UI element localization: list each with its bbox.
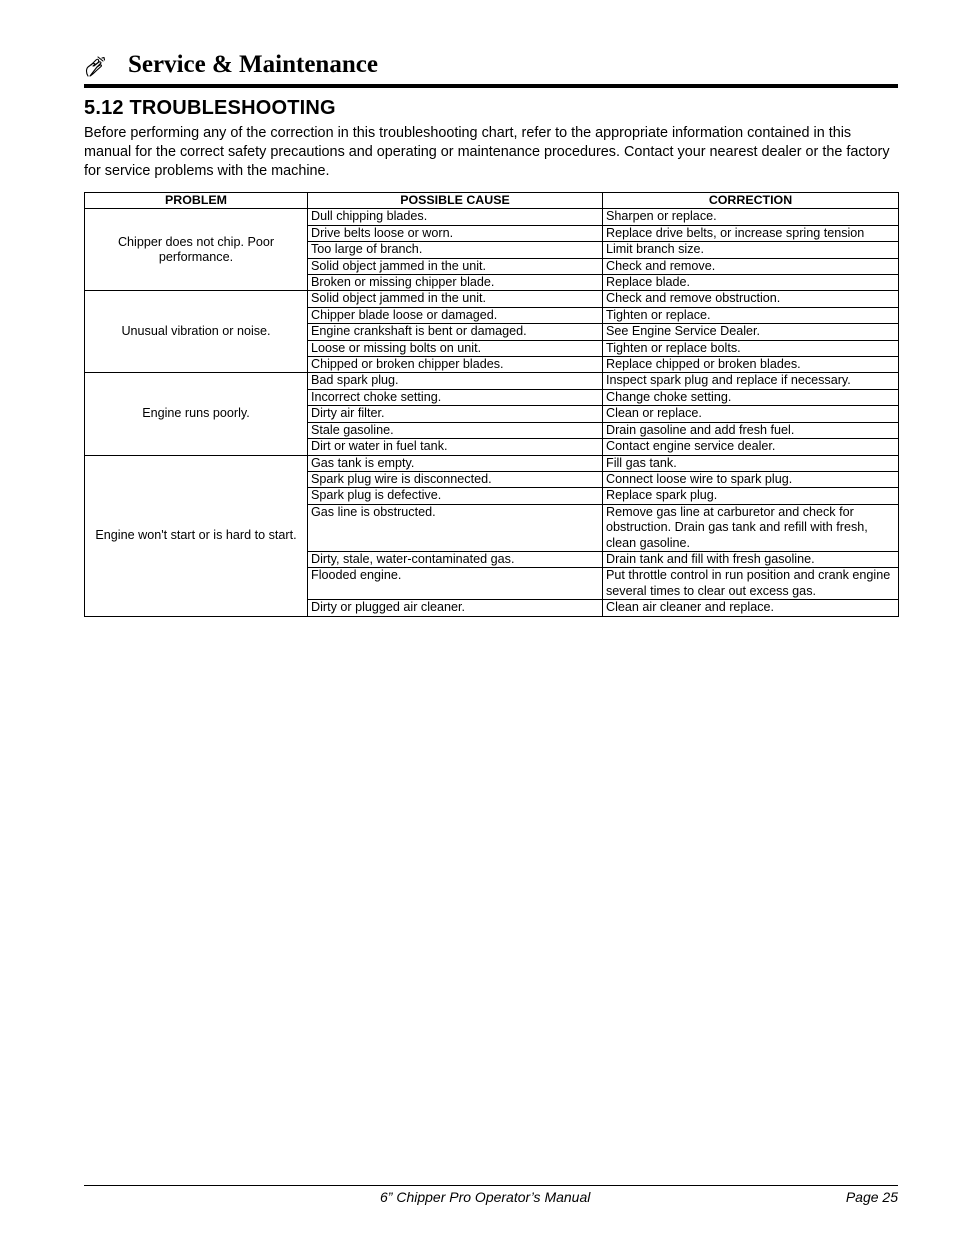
cause-cell: Dirty, stale, water-contaminated gas. <box>308 551 603 567</box>
cause-cell: Dull chipping blades. <box>308 209 603 225</box>
table-row <box>85 373 899 389</box>
correction-cell: Drain gasoline and add fresh fuel. <box>603 422 899 438</box>
intro-paragraph: Before performing any of the correction in this troubleshooting chart, refer to the appropriate information contained in this manual for the correct safety precautions and operating or maintenance procedures. Contact your nearest dealer or the factory for service problems with the machine. <box>84 125 890 179</box>
header-rule <box>84 84 898 88</box>
problem-cell: Chipper does not chip. Poor performance. <box>85 209 308 291</box>
cause-cell: Broken or missing chipper blade. <box>308 275 603 291</box>
cause-cell: Gas line is obstructed. <box>308 504 603 551</box>
footer-manual-title: 6” Chipper Pro Operator’s Manual <box>380 1189 591 1205</box>
table-row <box>85 291 899 307</box>
column-header-cause: POSSIBLE CAUSE <box>308 193 603 209</box>
table-row <box>85 455 899 471</box>
header-title: Service & Maintenance <box>128 51 378 78</box>
correction-cell: Check and remove obstruction. <box>603 291 899 307</box>
problem-cell: Engine won't start or is hard to start. <box>85 455 308 616</box>
cause-cell: Engine crankshaft is bent or damaged. <box>308 324 603 340</box>
correction-cell: Fill gas tank. <box>603 455 899 471</box>
table-row <box>85 209 899 225</box>
problem-cell: Engine runs poorly. <box>85 373 308 455</box>
correction-cell: Replace blade. <box>603 275 899 291</box>
correction-cell: Inspect spark plug and replace if necessary. <box>603 373 899 389</box>
column-header-problem: PROBLEM <box>85 193 308 209</box>
cause-cell: Gas tank is empty. <box>308 455 603 471</box>
correction-cell: Clean air cleaner and replace. <box>603 600 899 616</box>
correction-cell: Clean or replace. <box>603 406 899 422</box>
cause-cell: Spark plug wire is disconnected. <box>308 471 603 487</box>
correction-cell: Tighten or replace bolts. <box>603 340 899 356</box>
correction-cell: Sharpen or replace. <box>603 209 899 225</box>
cause-cell: Incorrect choke setting. <box>308 389 603 405</box>
correction-cell: Replace drive belts, or increase spring tension <box>603 225 899 241</box>
correction-cell: Limit branch size. <box>603 242 899 258</box>
cause-cell: Solid object jammed in the unit. <box>308 258 603 274</box>
correction-cell: Put throttle control in run position and crank engine several times to clear out excess gas. <box>603 568 899 600</box>
cause-cell: Bad spark plug. <box>308 373 603 389</box>
cause-cell: Dirty air filter. <box>308 406 603 422</box>
cause-cell: Chipped or broken chipper blades. <box>308 357 603 373</box>
section-title: 5.12 TROUBLESHOOTING <box>84 97 336 119</box>
cause-cell: Solid object jammed in the unit. <box>308 291 603 307</box>
table-body <box>85 209 899 616</box>
correction-cell: Contact engine service dealer. <box>603 439 899 455</box>
column-header-correction: CORRECTION <box>603 193 899 209</box>
hand-wrench-icon <box>84 56 106 80</box>
troubleshooting-table <box>84 192 899 617</box>
cause-cell: Too large of branch. <box>308 242 603 258</box>
cause-cell: Drive belts loose or worn. <box>308 225 603 241</box>
cause-cell: Chipper blade loose or damaged. <box>308 307 603 323</box>
cause-cell: Stale gasoline. <box>308 422 603 438</box>
table-header-row <box>85 193 899 209</box>
correction-cell: Drain tank and fill with fresh gasoline. <box>603 551 899 567</box>
correction-cell: Remove gas line at carburetor and check for obstruction. Drain gas tank and refill with fresh, clean gasoline. <box>603 504 899 551</box>
cause-cell: Spark plug is defective. <box>308 488 603 504</box>
correction-cell: Check and remove. <box>603 258 899 274</box>
cause-cell: Dirt or water in fuel tank. <box>308 439 603 455</box>
footer-rule <box>84 1185 898 1186</box>
correction-cell: Connect loose wire to spark plug. <box>603 471 899 487</box>
problem-cell: Unusual vibration or noise. <box>85 291 308 373</box>
correction-cell: Replace chipped or broken blades. <box>603 357 899 373</box>
cause-cell: Loose or missing bolts on unit. <box>308 340 603 356</box>
cause-cell: Flooded engine. <box>308 568 603 600</box>
correction-cell: Change choke setting. <box>603 389 899 405</box>
cause-cell: Dirty or plugged air cleaner. <box>308 600 603 616</box>
correction-cell: Tighten or replace. <box>603 307 899 323</box>
footer-page-number: Page 25 <box>845 1189 898 1205</box>
correction-cell: See Engine Service Dealer. <box>603 324 899 340</box>
page-header <box>84 50 898 88</box>
correction-cell: Replace spark plug. <box>603 488 899 504</box>
